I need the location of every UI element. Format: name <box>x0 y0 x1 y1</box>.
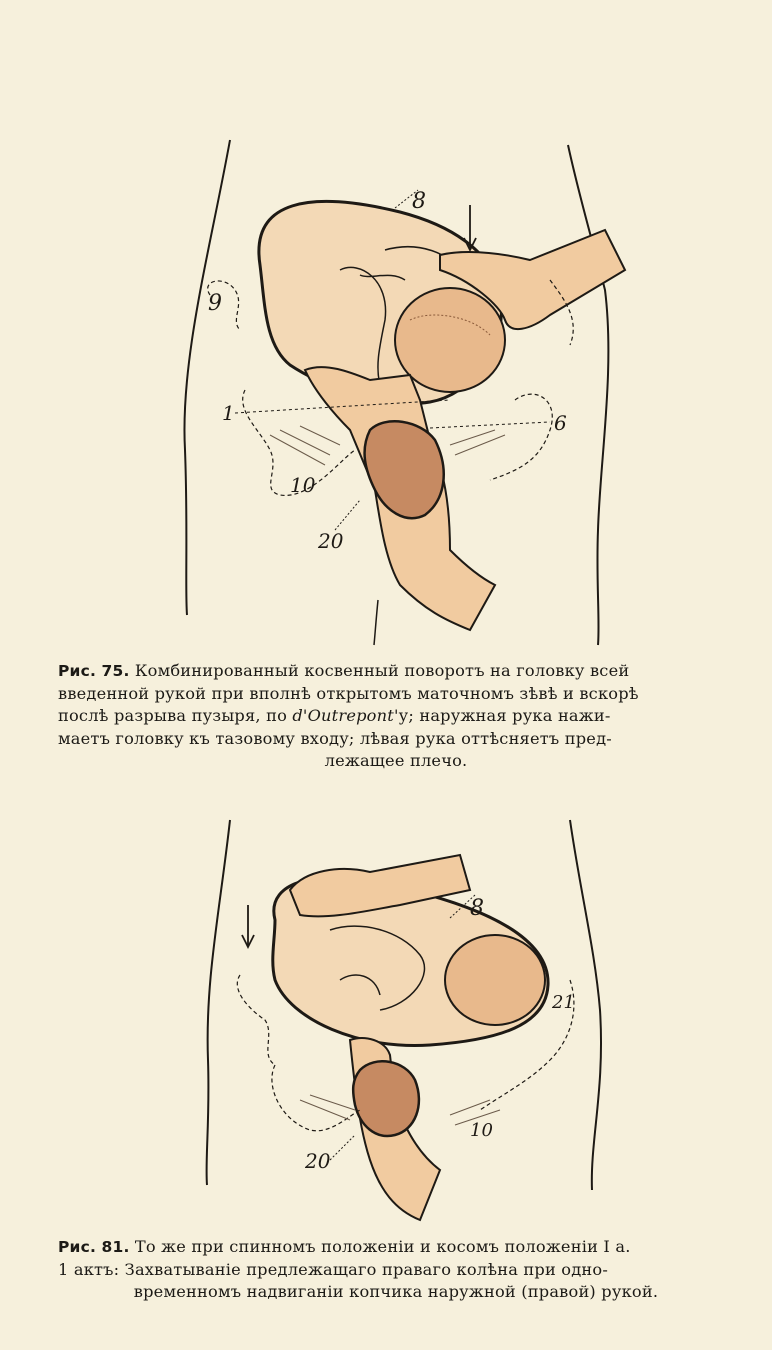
caption-81-line-1: То же при спинномъ положенiи и косомъ положенiи I а. <box>134 1237 631 1256</box>
label-8: 8 <box>470 896 484 921</box>
caption-81-line-2: 1 актъ: Захватыванiе предлежащаго праваго колѣна при одно- <box>58 1259 609 1279</box>
caption-75-number: 75. <box>101 662 130 680</box>
figure-75-caption <box>58 660 734 773</box>
caption-75-line-3a: послѣ разрыва пузыря, по <box>58 706 293 725</box>
figure-75-illustration <box>150 130 630 650</box>
label-20: 20 <box>305 1149 331 1173</box>
caption-75-line-4: маетъ головку къ тазовому входу; лѣвая рука оттѣсняетъ пред- <box>58 728 612 748</box>
label-10: 10 <box>470 1120 493 1141</box>
figure-81-illustration <box>180 810 610 1230</box>
caption-75-line-2: введенной рукой при вполнѣ открытомъ маточномъ зѣвѣ и вскорѣ <box>58 683 639 703</box>
caption-81-prefix: Рис. <box>58 1238 97 1256</box>
caption-75-line-3b: у; наружная рука нажи- <box>398 706 611 725</box>
caption-75-prefix: Рис. <box>58 662 97 680</box>
label-20: 20 <box>318 529 344 553</box>
caption-75-author-name: d'Outrepont' <box>292 706 399 725</box>
caption-81-line-3: временномъ надвиганiи копчика наружной (правой) рукой. <box>133 1282 659 1301</box>
label-1: 1 <box>222 401 235 425</box>
label-21: 21 <box>552 992 575 1013</box>
caption-75-line-5: лежащее плечо. <box>324 751 468 770</box>
label-9: 9 <box>208 291 222 316</box>
label-10: 10 <box>290 473 316 497</box>
caption-81-number: 81. <box>101 1238 130 1256</box>
figure-81-caption <box>58 1236 734 1304</box>
label-6: 6 <box>554 411 567 435</box>
label-8: 8 <box>412 189 426 214</box>
caption-75-line-1: Комбинированный косвенный поворотъ на головку всей <box>134 661 630 680</box>
